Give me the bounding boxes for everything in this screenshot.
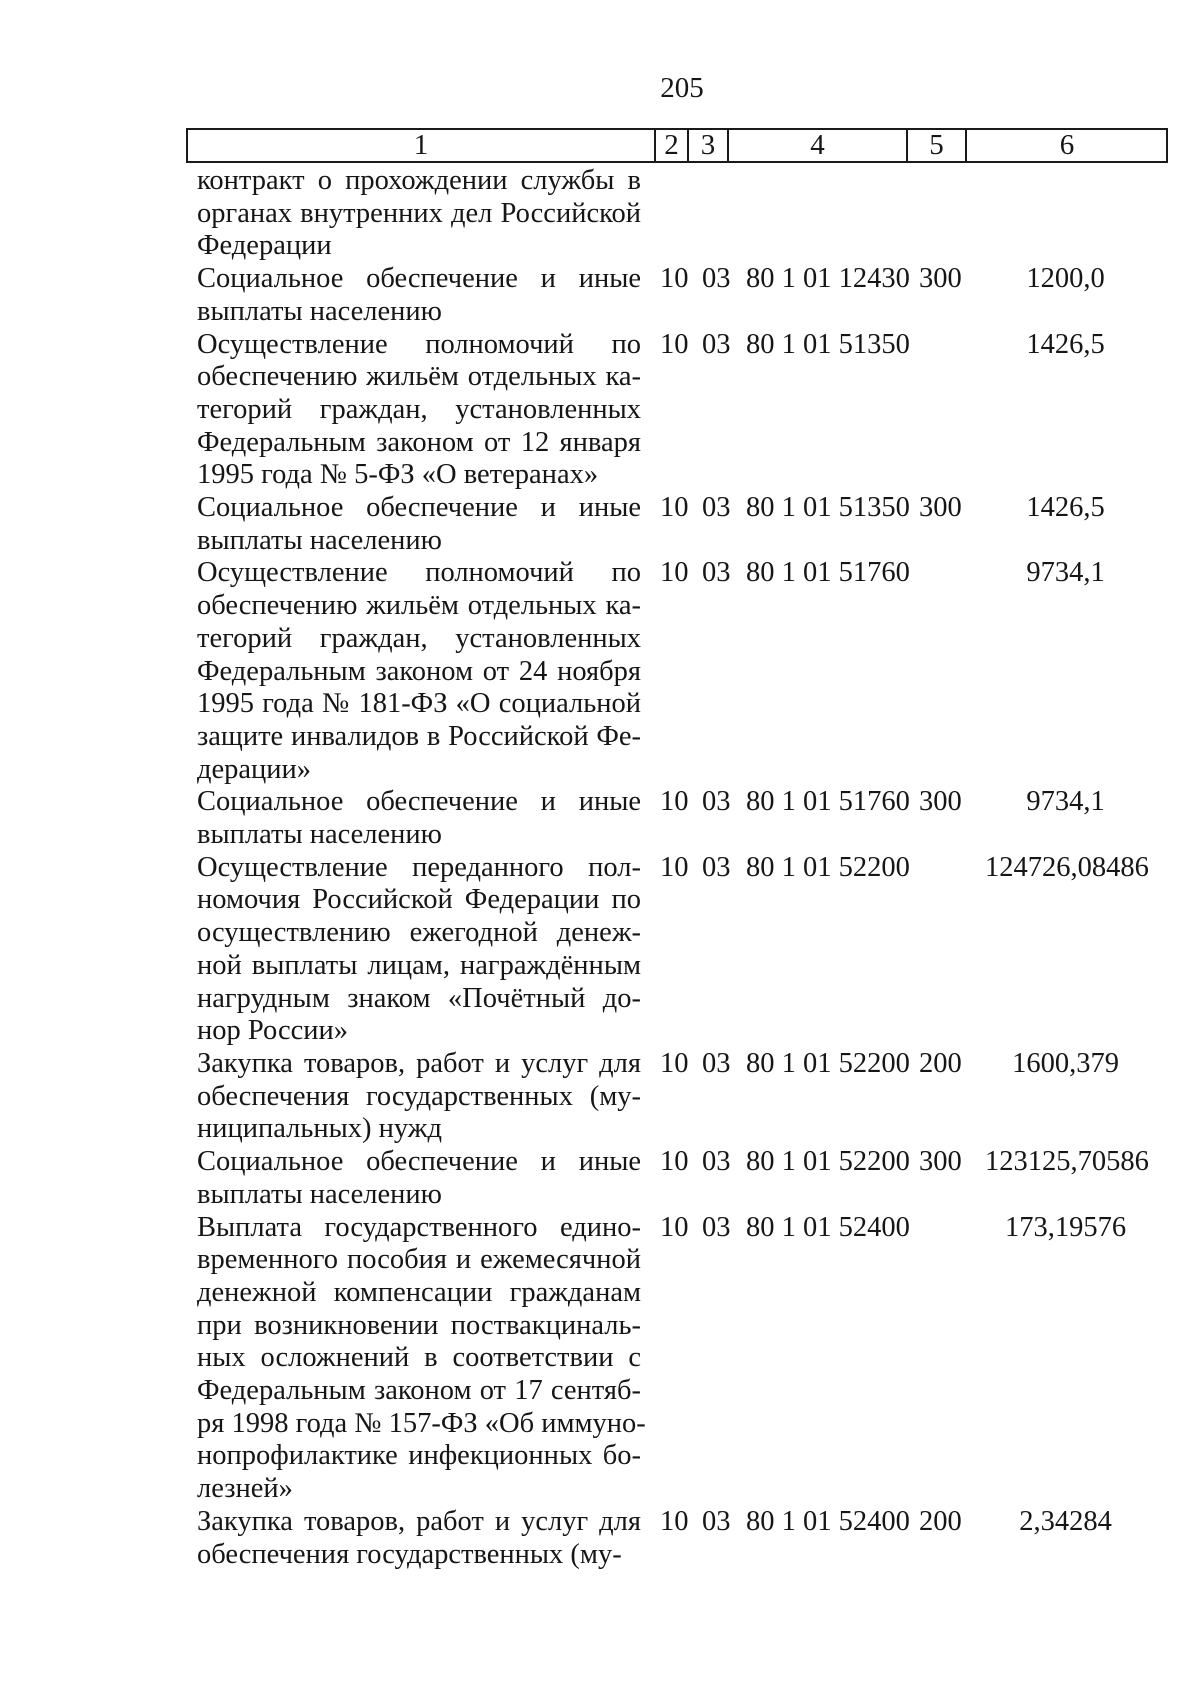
cell-c3: 03 (702, 557, 731, 589)
cell-c3: 03 (702, 1505, 731, 1537)
cell-c4: 80 1 01 51350 (746, 328, 910, 360)
table-row (0, 1212, 1200, 1506)
row-description (197, 263, 641, 328)
description-line: контракт о прохождении службы в (197, 165, 641, 196)
description-line: нопрофилактике инфекционных бо- (197, 1440, 641, 1472)
description-line: ниципальных) нужд (197, 1113, 442, 1145)
row-description (197, 165, 641, 263)
cell-c2: 10 (660, 1146, 689, 1178)
cell-c5: 300 (919, 786, 962, 818)
description-line: Социальное обеспечение и иные (197, 492, 641, 524)
description-line: денежной компенсации гражданам (197, 1276, 641, 1308)
cell-c5: 200 (919, 1047, 962, 1079)
description-line: Закупка товаров, работ и услуг для (197, 1505, 641, 1537)
table-row (0, 263, 1200, 328)
cell-c4: 80 1 01 52400 (746, 1211, 910, 1243)
table-row (0, 1146, 1200, 1211)
description-line: выплаты населению (197, 524, 442, 556)
cell-c3: 03 (702, 263, 731, 295)
description-line: дерации» (197, 753, 312, 785)
description-line: ной выплаты лицам, награждённым (197, 949, 641, 981)
table-body (0, 165, 1200, 1571)
description-line: Федерации (197, 230, 332, 262)
cell-c4: 80 1 01 52200 (746, 1146, 910, 1178)
row-description (197, 786, 641, 851)
cell-c3: 03 (702, 786, 731, 818)
description-line: нагрудным знаком «Почётный до- (197, 982, 641, 1014)
description-line: лезней» (197, 1473, 293, 1505)
cell-c4: 80 1 01 52200 (746, 1047, 910, 1079)
description-line: временного пособия и ежемесячной (197, 1244, 641, 1276)
description-line: Социальное обеспечение и иные (197, 786, 641, 818)
header-col-4: 4 (727, 130, 906, 161)
header-col-1: 1 (413, 129, 429, 161)
cell-c6: 173,19576 (1004, 1211, 1127, 1243)
cell-c6: 1200,0 (1026, 263, 1105, 295)
cell-c3: 03 (702, 1047, 731, 1079)
table-row (0, 165, 1200, 263)
table-header (186, 128, 1168, 163)
cell-c2: 10 (660, 786, 689, 818)
cell-c6: 9734,1 (1026, 557, 1105, 589)
header-col-5: 5 (906, 130, 965, 161)
description-line: Федеральным законом от 24 ноября (197, 655, 641, 687)
cell-c3: 03 (702, 492, 731, 524)
row-description (197, 1146, 641, 1211)
description-line: Осуществление переданного пол- (197, 851, 641, 883)
description-line: Социальное обеспечение и иные (197, 1146, 641, 1178)
description-line: 1995 года № 181-ФЗ «О социальной (197, 688, 641, 720)
cell-c6: 123125,70586 (985, 1146, 1149, 1178)
description-line: защите инвалидов в Российской Фе- (197, 720, 641, 752)
table-row (0, 852, 1200, 1048)
cell-c5: 300 (919, 492, 962, 524)
table-row (0, 786, 1200, 851)
description-line: Осуществление полномочий по (197, 328, 641, 360)
description-line: номочия Российской Федерации по (197, 884, 641, 916)
cell-c2: 10 (660, 1047, 689, 1079)
header-col-2: 2 (654, 130, 687, 161)
cell-c5: 300 (919, 263, 962, 295)
description-line: ных осложнений в соответствии с (197, 1342, 641, 1374)
header-col-3: 3 (687, 130, 727, 161)
description-line: нор России» (197, 1015, 349, 1047)
description-line: обеспечению жильём отдельных ка- (197, 361, 641, 393)
cell-c2: 10 (660, 1211, 689, 1243)
description-line: при возникновении поствакциналь- (197, 1309, 641, 1341)
table-row (0, 492, 1200, 557)
description-line: обеспечения государственных (му- (197, 1538, 622, 1570)
cell-c2: 10 (660, 1505, 689, 1537)
row-description (197, 1506, 641, 1571)
cell-c4: 80 1 01 12430 (746, 263, 910, 295)
cell-c2: 10 (660, 557, 689, 589)
cell-c6: 1426,5 (1026, 328, 1105, 360)
cell-c5: 200 (919, 1505, 962, 1537)
description-line: Осуществление полномочий по (197, 557, 641, 589)
description-line: выплаты населению (197, 819, 442, 851)
description-line: Выплата государственного едино- (197, 1211, 641, 1243)
description-line: 1995 года № 5-ФЗ «О ветеранах» (197, 459, 599, 491)
cell-c3: 03 (702, 328, 731, 360)
cell-c3: 03 (702, 1211, 731, 1243)
cell-c4: 80 1 01 52400 (746, 1505, 910, 1537)
row-description (197, 852, 641, 1048)
table-row (0, 329, 1200, 493)
description-line: Закупка товаров, работ и услуг для (197, 1047, 641, 1079)
cell-c5: 300 (919, 1146, 962, 1178)
description-line: ря 1998 года № 157-ФЗ «Об иммуно- (197, 1407, 646, 1439)
table-row (0, 1506, 1200, 1571)
cell-c6: 2,34284 (1019, 1505, 1112, 1537)
header-col-6: 6 (965, 130, 1167, 161)
description-line: Федеральным законом от 17 сентяб- (197, 1375, 641, 1407)
cell-c2: 10 (660, 263, 689, 295)
description-line: выплаты населению (197, 295, 442, 327)
cell-c4: 80 1 01 51760 (746, 786, 910, 818)
row-description (197, 1211, 646, 1506)
cell-c6: 1600,379 (1012, 1047, 1119, 1079)
cell-c3: 03 (702, 851, 731, 883)
cell-c3: 03 (702, 1146, 731, 1178)
cell-c4: 80 1 01 51350 (746, 492, 910, 524)
cell-c6: 1426,5 (1026, 492, 1105, 524)
description-line: выплаты населению (197, 1178, 442, 1210)
cell-c6: 124726,08486 (985, 851, 1149, 883)
cell-c4: 80 1 01 52200 (746, 851, 910, 883)
description-line: тегорий граждан, установленных (197, 622, 641, 654)
cell-c2: 10 (660, 492, 689, 524)
row-description (197, 557, 641, 786)
description-line: Социальное обеспечение и иные (197, 263, 641, 295)
table-row (0, 557, 1200, 786)
cell-c2: 10 (660, 851, 689, 883)
description-line: обеспечению жильём отдельных ка- (197, 590, 641, 622)
description-line: органах внутренних дел Российской (197, 197, 641, 229)
cell-c4: 80 1 01 51760 (746, 557, 910, 589)
description-line: осуществлению ежегодной денеж- (197, 917, 641, 949)
description-line: тегорий граждан, установленных (197, 393, 641, 425)
page-number: 205 (660, 72, 704, 104)
description-line: обеспечения государственных (му- (197, 1080, 641, 1112)
row-description (197, 1048, 641, 1146)
table-row (0, 1048, 1200, 1146)
description-line: Федеральным законом от 12 января (197, 426, 641, 458)
cell-c6: 9734,1 (1026, 786, 1105, 818)
cell-c2: 10 (660, 328, 689, 360)
row-description (197, 329, 641, 493)
row-description (197, 492, 641, 557)
